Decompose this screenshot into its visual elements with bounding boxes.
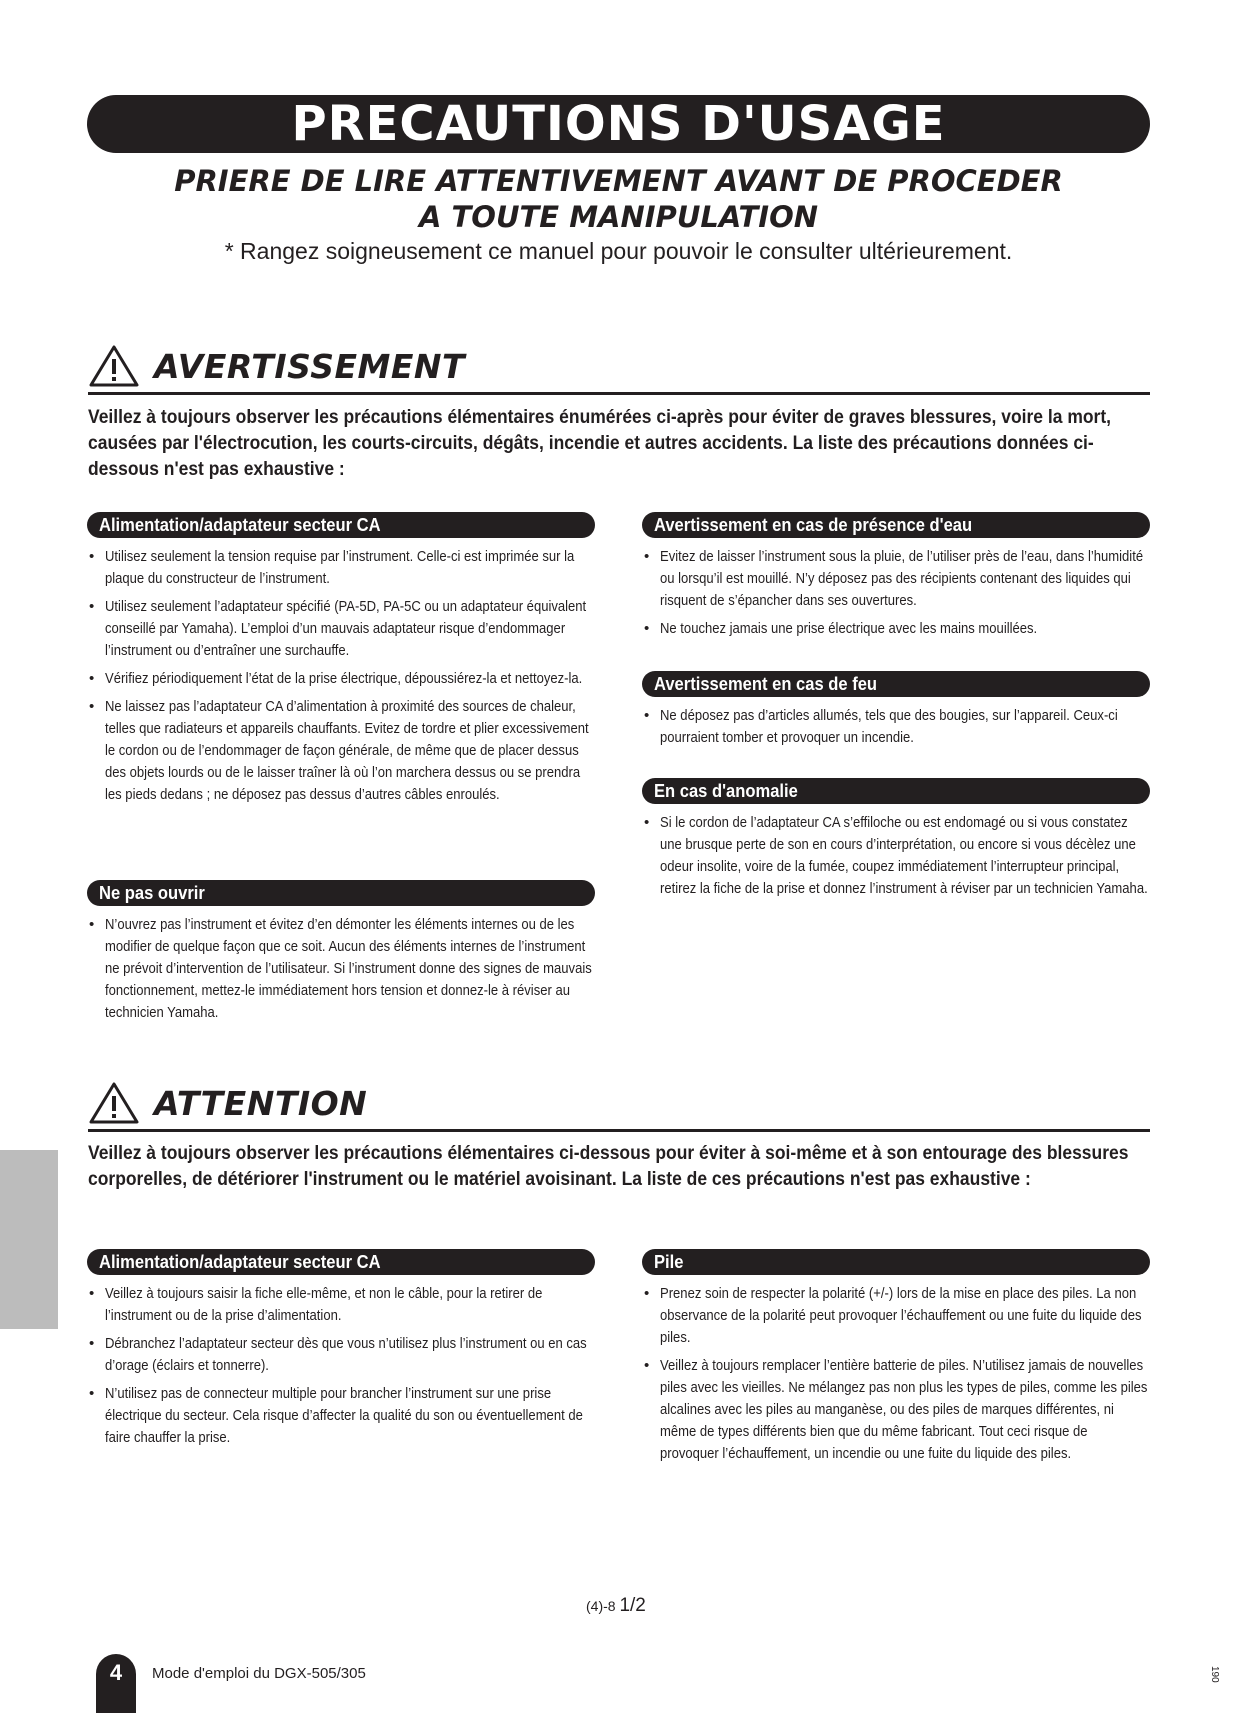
list-item: • Ne déposez pas d’articles allumés, tels que des bougies, sur l’appareil. Ceux-ci pourraient tomber et provoquer un incendie. [642,705,1150,749]
warning-intro: Veillez à toujours observer les précautions élémentaires énumérées ci-après pour éviter de graves blessures, voire la mort, causées par l'électrocution, les courts-circuits, dégâts, incendie et autres accidents. La liste des précautions données ci-dessous n'est pas exhaustive : [88,407,1112,480]
caution-section-header [88,1083,1150,1123]
warning-right-column-2 [642,671,1150,755]
list-item: • Veillez à toujours saisir la fiche elle-même, et non le câble, pour la retirer de l’instrument ou de la prise d’alimentation. [87,1283,595,1327]
list-item: • Si le cordon de l’adaptateur CA s’effiloche ou est endomagé ou si vous constatez une brusque perte de son en cours d’interprétation, ou encore si vous décèlez une odeur insolite, voire de la fumée, coupez immédiatement l’interrupteur principal, retirez la fiche de la prise et donnez l’instrument à réviser par un technicien Yamaha. [642,812,1150,900]
keep-manual-note: * Rangez soigneusement ce manuel pour pouvoir le consulter ultérieurement. [224,238,1013,264]
warning-left-column [87,512,595,812]
warning-divider [88,392,1150,395]
side-code: 190 [1209,1666,1220,1683]
list-item: • Vérifiez périodiquement l’état de la prise électrique, dépoussiérez-la et nettoyez-la. [87,668,595,690]
subsection-heading: En cas d'anomalie [642,778,1150,804]
list-item: • N’ouvrez pas l’instrument et évitez d’en démonter les éléments internes ou de les modifier de quelque façon que ce soit. Aucun des éléments internes de l’instrument ne prévoit d’intervention de l’utilisateur. Si l’instrument donne des signes de mauvais fonctionnement, mettez-le immédiatement hors tension et donnez-le à réviser au technicien Yamaha. [87,914,595,1024]
list-item: • Veillez à toujours remplacer l’entière batterie de piles. N’utilisez jamais de nouvelles piles avec les vieilles. Ne mélangez pas non plus les types de piles, comme les piles alcalines avec les piles au manganèse, ou des piles de marques différentes, ni même de types différents bien que du même fabricant. Tout ceci risque de provoquer l’échauffement, un incendie ou une fuite du liquide des piles. [642,1355,1150,1465]
subsection-heading: Ne pas ouvrir [87,880,595,906]
list-item: • Utilisez seulement l’adaptateur spécifié (PA-5D, PA-5C ou un adaptateur équivalent conseillé par Yamaha). L’emploi d’un mauvais adaptateur risque d’endommager l’instrument ou d’entraîner une surchauffe. [87,596,595,662]
bullet-list [642,546,1150,640]
subsection-heading: Alimentation/adaptateur secteur CA [87,1249,595,1275]
page-half: 1/2 [619,1595,646,1616]
bullet-list [642,705,1150,749]
bullet-list [87,914,595,1024]
subtitle-line-1: PRIERE DE LIRE ATTENTIVEMENT AVANT DE PROCEDER [174,164,1063,198]
warning-left-column-2 [87,880,595,1030]
warning-triangle-icon [88,344,140,388]
caution-intro: Veillez à toujours observer les précautions élémentaires ci-dessous pour éviter à soi-même et à son entourage des blessures corporelles, de détériorer l'instrument ou le matériel avoisinant. La liste de ces précautions n'est pas exhaustive : [88,1143,1129,1190]
page-code-text: (4)-8 [586,1598,616,1614]
bullet-list [87,546,595,806]
manual-title: Mode d'emploi du DGX-505/305 [152,1665,366,1682]
warning-section-header [88,346,1150,386]
bullet-list [642,1283,1150,1465]
side-tab [0,1150,58,1329]
list-item: • Evitez de laisser l’instrument sous la pluie, de l’utiliser près de l’eau, dans l’humidité ou lorsqu’il est mouillé. N’y déposez pas des récipients contenant des liquides qui risquent de s’épancher dans ses ouvertures. [642,546,1150,612]
caution-left-column [87,1249,595,1455]
subsection-heading: Alimentation/adaptateur secteur CA [87,512,595,538]
subsection-heading: Pile [642,1249,1150,1275]
list-item: • Ne laissez pas l’adaptateur CA d’alimentation à proximité des sources de chaleur, telles que radiateurs et appareils chauffants. Evitez de tordre et plier excessivement le cordon ou de l’endommager de façon générale, de même que de placer dessus des objets lourds ou de le laisser traîner là où l’on marchera dessus ou se prendra les pieds dedans ; ne déposez pas dessus d’autres câbles enroulés. [87,696,595,806]
warning-title: AVERTISSEMENT [154,346,466,386]
bullet-list [87,1283,595,1449]
page-title: PRECAUTIONS D'USAGE [87,95,1150,153]
list-item: • Débranchez l’adaptateur secteur dès que vous n’utilisez plus l’instrument ou en cas d’orage (éclairs et tonnerre). [87,1333,595,1377]
warning-triangle-icon [88,1081,140,1125]
caution-title: ATTENTION [154,1083,368,1123]
list-item: • N’utilisez pas de connecteur multiple pour brancher l’instrument sur une prise électrique du secteur. Cela risque d’affecter la qualité du son ou éventuellement de faire chauffer la prise. [87,1383,595,1449]
bullet-list [642,812,1150,900]
caution-right-column [642,1249,1150,1471]
list-item: • Ne touchez jamais une prise électrique avec les mains mouillées. [642,618,1150,640]
subsection-heading: Avertissement en cas de présence d'eau [642,512,1150,538]
caution-divider [88,1129,1150,1132]
list-item: • Prenez soin de respecter la polarité (+/-) lors de la mise en place des piles. La non observance de la polarité peut provoquer l’échauffement ou une fuite du liquide des piles. [642,1283,1150,1349]
warning-right-column [642,512,1150,646]
list-item: • Utilisez seulement la tension requise par l’instrument. Celle-ci est imprimée sur la plaque du constructeur de l’instrument. [87,546,595,590]
page-number: 4 [96,1654,136,1713]
subsection-heading: Avertissement en cas de feu [642,671,1150,697]
warning-right-column-3 [642,778,1150,906]
page-code [586,1595,646,1617]
subtitle-line-2: A TOUTE MANIPULATION [418,200,819,234]
